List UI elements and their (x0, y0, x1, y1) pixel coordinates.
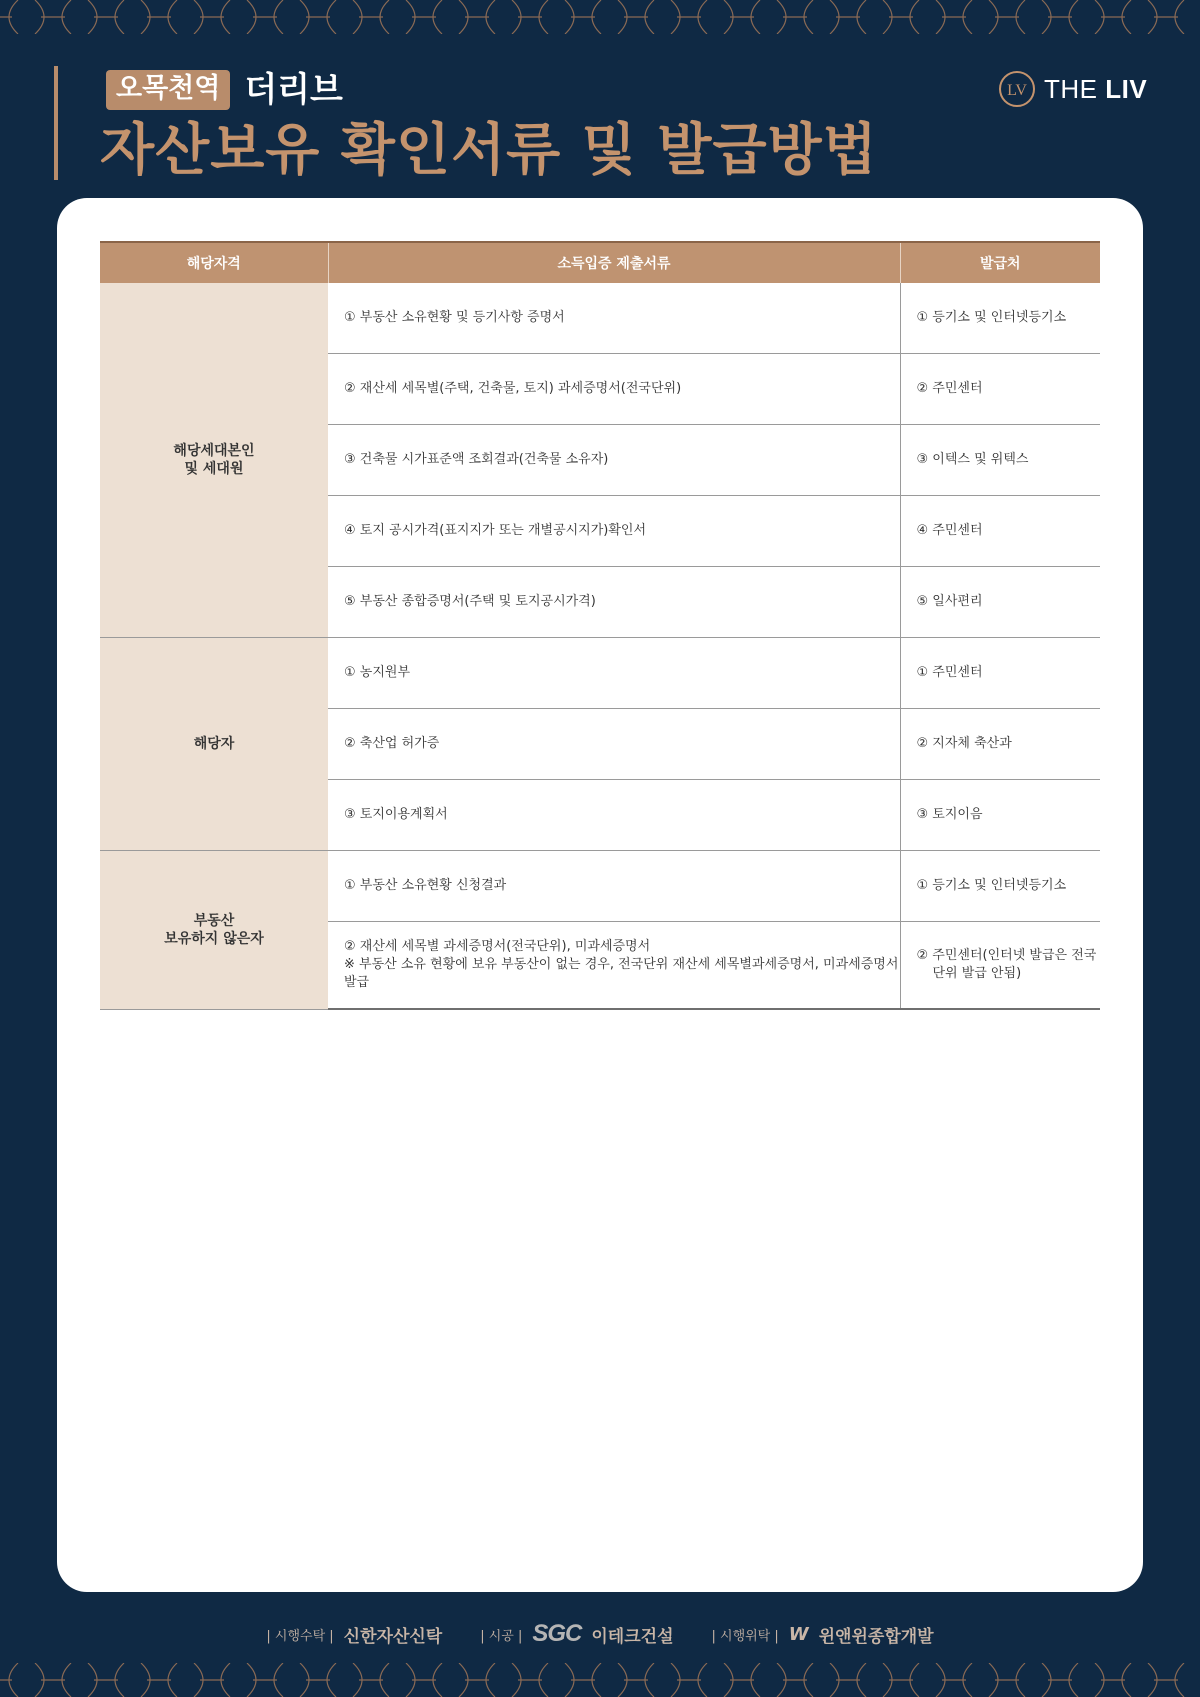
issuer-text: ③ 토지이음 (916, 807, 983, 822)
liv-emblem-icon (998, 70, 1036, 108)
document-text: ② 재산세 세목별(주택, 건축물, 토지) 과세증명서(전국단위) (344, 381, 682, 396)
the-liv-logo (998, 70, 1147, 108)
issuer-text: ⑤ 일사편리 (916, 594, 983, 609)
page-title: 자산보유 확인서류 및 발급방법 (100, 118, 878, 183)
svg-text:LV: LV (1007, 82, 1027, 99)
eligibility-group-label (100, 851, 328, 1010)
issuer-cell (900, 425, 1100, 496)
issuer-cell (900, 283, 1100, 354)
eligibility-label-line: 해당자 (193, 736, 235, 752)
issuer-cell (900, 496, 1100, 567)
issuer-cell (900, 354, 1100, 425)
footer-label-builder: | 시공 | (480, 1628, 523, 1644)
document-cell (328, 709, 900, 780)
issuer-text: ① 등기소 및 인터넷등기소 (916, 310, 1067, 325)
eligibility-label-line: 해당세대본인 (173, 443, 255, 459)
issuer-text: ① 주민센터 (916, 665, 983, 680)
eligibility-group-label (100, 638, 328, 851)
table-header-row (100, 242, 1100, 283)
footer-company-trustee: 신한자산신탁 (343, 1626, 443, 1647)
header-documents: 소득입증 제출서류 (328, 242, 900, 283)
document-text: ② 축산업 허가증 (344, 736, 440, 751)
issuer-text: ② 주민센터 (916, 381, 983, 396)
table-row (100, 851, 1100, 922)
footer-company-developer: 윈앤윈종합개발 (818, 1626, 934, 1647)
document-text: ② 재산세 세목별 과세증명서(전국단위), 미과세증명서 (344, 939, 651, 954)
document-text: ① 농지원부 (344, 665, 411, 680)
eligibility-label-line: 부동산 (193, 912, 235, 929)
eligibility-group-label (100, 283, 328, 638)
document-text: ① 부동산 소유현황 및 등기사항 증명서 (344, 310, 565, 325)
issuer-text: ③ 이텍스 및 위텍스 (916, 452, 1029, 467)
issuer-text: ① 등기소 및 인터넷등기소 (916, 878, 1067, 893)
header-issuer: 발급처 (900, 242, 1100, 283)
document-cell (328, 496, 900, 567)
issuer-text: ② 주민센터(인터넷 발급은 전국 (916, 948, 1097, 963)
decorative-pattern-top (0, 0, 1200, 34)
station-badge: 오목천역 (106, 70, 230, 110)
header-accent-bar (54, 66, 58, 180)
footer-label-developer: | 시행위탁 | (711, 1628, 779, 1644)
table-row (100, 638, 1100, 709)
document-text: ※ 부동산 소유 현황에 보유 부동산이 없는 경우, 전국단위 재산세 세목별과세증명서, 미과세증명서 발급 (344, 957, 899, 990)
document-cell (328, 283, 900, 354)
issuer-cell (900, 851, 1100, 922)
document-text: ④ 토지 공시가격(표지지가 또는 개별공시지가)확인서 (344, 523, 647, 538)
document-cell (328, 638, 900, 709)
document-text: ⑤ 부동산 종합증명서(주택 및 토지공시가격) (344, 594, 596, 609)
eligibility-label-line: 보유하지 않은자 (164, 930, 264, 947)
issuer-cell (900, 780, 1100, 851)
header-eligibility: 해당자격 (100, 242, 328, 283)
eligibility-label-line: 및 세대원 (184, 461, 244, 477)
issuer-text: ② 지자체 축산과 (916, 736, 1012, 751)
brand-row (106, 70, 343, 110)
document-text: ③ 토지이용계획서 (344, 807, 448, 822)
issuer-cell (900, 638, 1100, 709)
issuer-text: 단위 발급 안됨) (932, 966, 1022, 981)
document-cell (328, 851, 900, 922)
document-text: ③ 건축물 시가표준액 조회결과(건축물 소유자) (344, 452, 609, 467)
issuer-cell (900, 709, 1100, 780)
documents-table (100, 241, 1100, 1010)
document-text: ① 부동산 소유현황 신청결과 (344, 878, 507, 893)
decorative-pattern-bottom (0, 1663, 1200, 1697)
project-name: 더리브 (244, 70, 343, 110)
document-cell (328, 567, 900, 638)
logo-wordmark: THE LIV (1044, 73, 1148, 104)
table-row (100, 283, 1100, 354)
issuer-text: ④ 주민센터 (916, 523, 983, 538)
document-cell (328, 354, 900, 425)
document-cell (328, 425, 900, 496)
document-cell (328, 922, 900, 1010)
footer (0, 1620, 1200, 1648)
issuer-cell (900, 922, 1100, 1010)
issuer-cell (900, 567, 1100, 638)
footer-company-builder: 이테크건설 (591, 1626, 674, 1647)
document-cell (328, 780, 900, 851)
footer-label-trustee: | 시행수탁 | (266, 1628, 334, 1644)
sgc-logo: SGC (532, 1620, 582, 1647)
winwin-logo-icon: W (788, 1623, 809, 1645)
